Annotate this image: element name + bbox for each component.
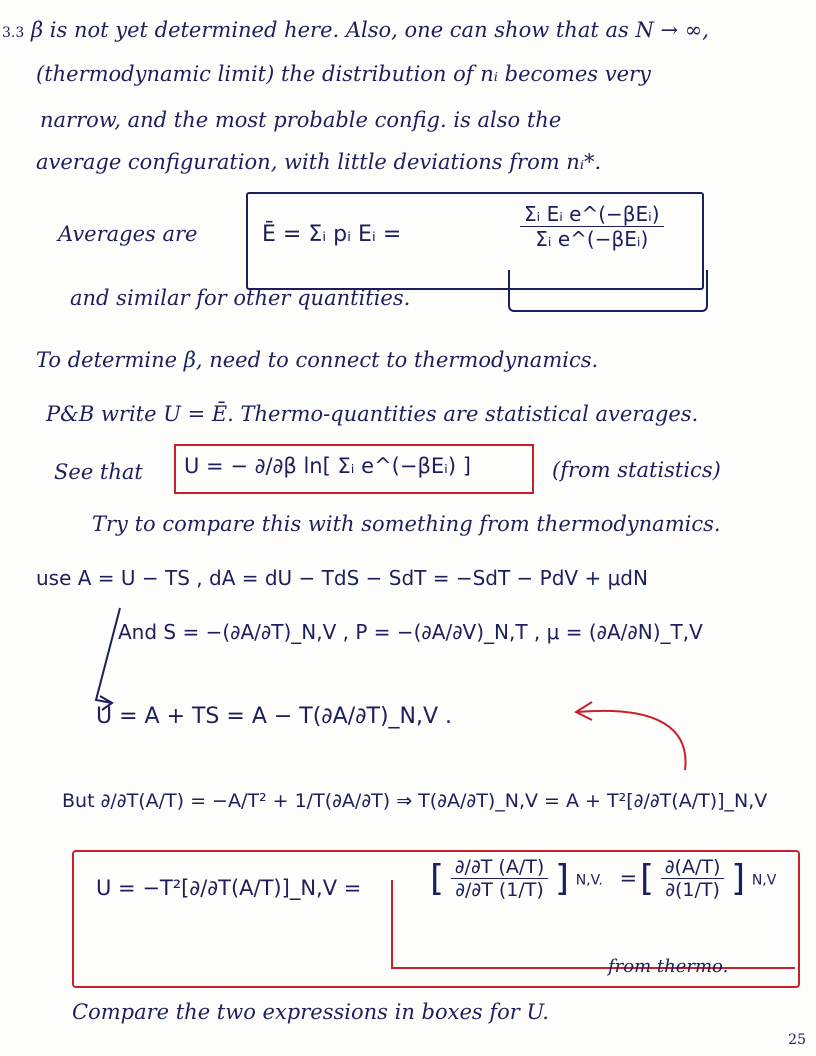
u-thermo-part-c: [ $\frac{\partial(A/T)}{\partial(1/T)}$ ] N,V [640, 856, 777, 901]
text-line-3: narrow, and the most probable config. is also the [40, 108, 562, 132]
from-thermo: from thermo. [608, 956, 729, 977]
page-number: 25 [788, 1032, 806, 1048]
similar-quantities: and similar for other quantities. [70, 286, 411, 310]
pb-write: P&B write U = Ē. Thermo-quantities are statistical averages. [46, 402, 699, 426]
u-thermo-c-denominator: ∂(1/T) [665, 879, 720, 901]
u-statistics-equation: U = − ∂/∂β ln[ Σᵢ e^(−βEᵢ) ] [184, 454, 471, 478]
text-line-1: β is not yet determined here. Also, one can show that as N → ∞, [30, 18, 709, 42]
u-thermo-c-numerator: ∂(A/T) [661, 856, 725, 879]
u-equals-a: U = A + TS = A − T(∂A/∂T)_N,V . [96, 704, 453, 729]
averages-box-tail [508, 270, 708, 312]
u-thermo-b-subscript: N,V. [575, 872, 603, 889]
averages-label: Averages are [58, 222, 198, 246]
text-line-4: average configuration, with little deviations from nᵢ*. [36, 150, 602, 174]
line-1 [2, 18, 709, 42]
averages-numerator: Σᵢ Eᵢ e^(−βEᵢ) [520, 202, 664, 227]
u-thermo-b-denominator: ∂/∂T (1/T) [455, 879, 544, 901]
and-line: And S = −(∂A/∂T)_N,V , P = −(∂A/∂V)_N,T , μ = (∂A/∂N)_T,V [118, 620, 703, 644]
averages-equation-lhs: Ē = Σᵢ pᵢ Eᵢ = [262, 222, 402, 247]
bracket-arrow [96, 608, 120, 703]
section-tag: 3.3 [2, 25, 25, 41]
red-return-arrow [578, 711, 686, 770]
averages-denominator: Σᵢ e^(−βEᵢ) [535, 227, 649, 251]
see-that-label: See that [54, 460, 143, 484]
u-thermo-b-numerator: ∂/∂T (A/T) [451, 856, 549, 879]
determine-beta: To determine β, need to connect to thermodynamics. [36, 348, 599, 372]
use-line: use A = U − TS , dA = dU − TdS − SdT = −SdT − PdV + μdN [36, 566, 648, 590]
u-thermo-part-b: [ $\frac{\partial/\partial T (A/T)}{\partial/\partial T (1/T)}$ ] N,V. = [430, 856, 638, 901]
from-statistics: (from statistics) [552, 458, 721, 482]
compare-boxes: Compare the two expressions in boxes for U. [72, 1000, 549, 1024]
u-thermo-c-subscript: N,V [751, 872, 777, 889]
text-line-2: (thermodynamic limit) the distribution of nᵢ becomes very [36, 62, 651, 86]
u-thermo-part-a: U = −T²[∂/∂T(A/T)]_N,V = [96, 876, 362, 900]
averages-equation-fraction [520, 202, 664, 251]
but-line: But ∂/∂T(A/T) = −A/T² + 1/T(∂A/∂T) ⇒ T(∂A/∂T)_N,V = A + T²[∂/∂T(A/T)]_N,V [62, 790, 768, 812]
try-compare: Try to compare this with something from thermodynamics. [92, 512, 721, 536]
